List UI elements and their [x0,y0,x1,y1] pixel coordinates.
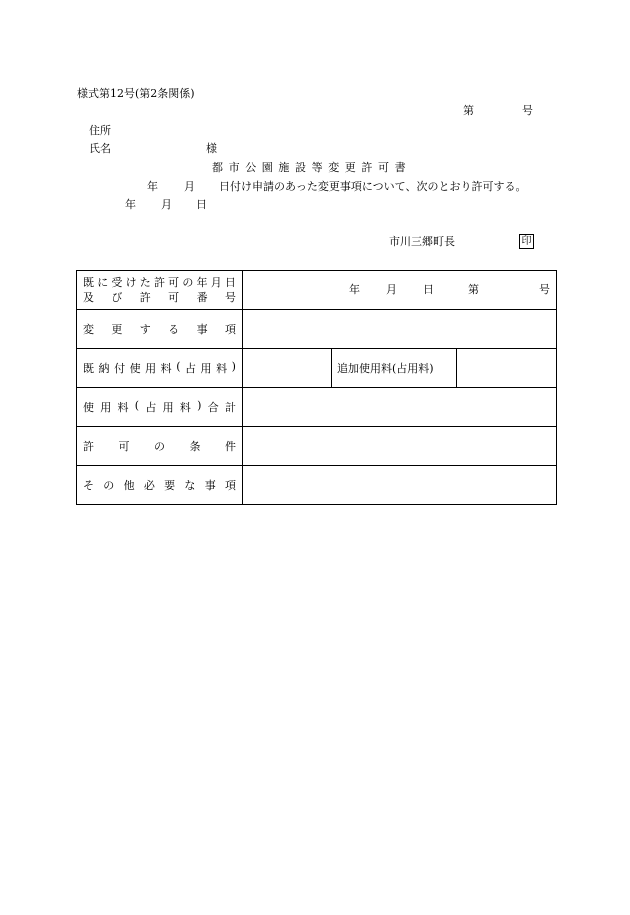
row4-label: 使 用 料 ( 占 用 料 ) 合 計 [77,388,243,427]
table-row [77,310,557,349]
table-row [77,349,557,388]
table-row [77,466,557,505]
form-number: 様式第12号(第2条関係) [77,87,195,100]
issue-year: 年 [125,198,136,211]
seal-label: 印 [519,234,534,249]
honorific: 様 [206,142,217,155]
row6-label: そ の 他 必 要 な 事 項 [77,466,243,505]
row3-label: 既 納 付 使 用 料 ( 占 用 料 ) [77,349,243,388]
row3-sub-value [457,349,557,388]
row1-label-line2: 及 び 許 可 番 号 [83,291,236,304]
doc-number-dai: 第 [463,104,474,117]
row5-value [243,427,557,466]
table-row [77,271,557,310]
row1-value [243,271,557,310]
issue-day: 日 [196,198,207,211]
form-table [76,270,557,505]
address-label: 住所 [89,124,111,137]
issuer-name: 市川三郷町長 [389,235,455,248]
row3-sub-label: 追加使用料(占用料) [332,349,457,388]
doc-number-go: 号 [522,104,533,117]
row5-label: 許 可 の 条 件 [77,427,243,466]
row1-dai: 第 [468,283,479,296]
row6-value [243,466,557,505]
row4-value [243,388,557,427]
row1-go: 号 [539,283,550,296]
row2-value [243,310,557,349]
row1-label [77,271,243,310]
body-year: 年 [147,180,158,193]
row1-day: 日 [423,283,434,296]
row1-label-line1: 既 に 受 け た 許 可 の 年 月 日 [83,276,236,289]
row2-label: 変 更 す る 事 項 [77,310,243,349]
row1-month: 月 [386,283,397,296]
body-text: 日付け申請のあった変更事項について、次のとおり許可する。 [219,180,527,193]
row1-year: 年 [349,283,360,296]
name-label: 氏名 [89,142,111,155]
table-row [77,388,557,427]
seal-mark [519,234,534,249]
body-month: 月 [184,180,195,193]
issue-month: 月 [161,198,172,211]
row3-value [243,349,332,388]
table-row [77,427,557,466]
document-title: 都市公園施設等変更許可書 [212,161,412,174]
